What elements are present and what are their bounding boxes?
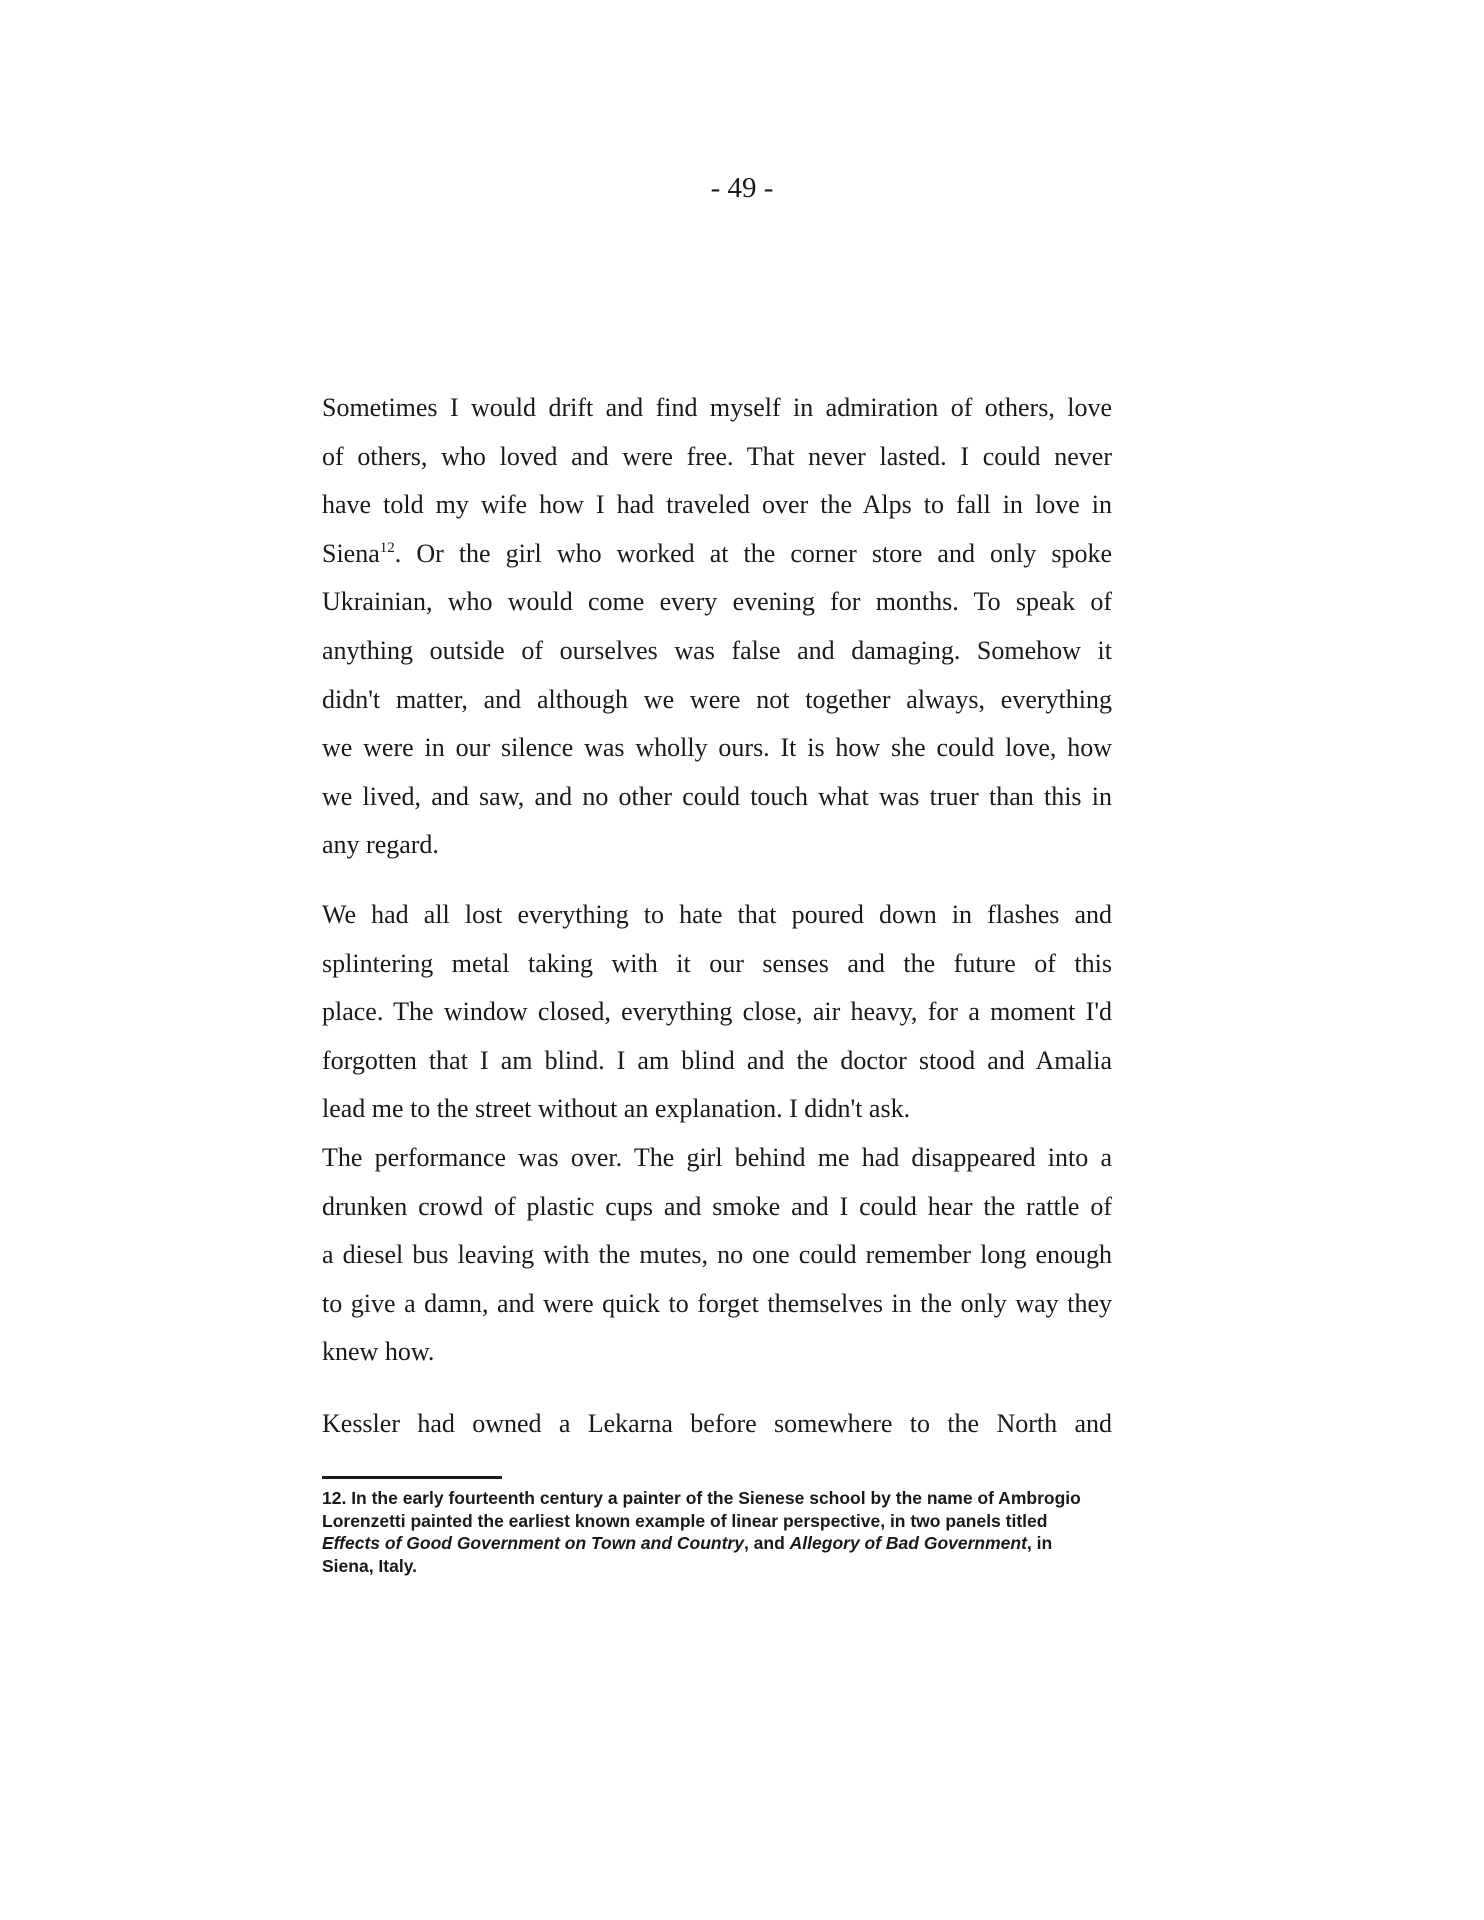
paragraph-1	[322, 384, 1112, 870]
footnote-line: Lorenzetti painted the earliest known example of linear perspective, in two panels titled	[322, 1510, 1048, 1531]
text-segment: Siena	[322, 538, 380, 568]
footnote-text: , in	[1026, 1533, 1053, 1553]
text-line	[322, 530, 1112, 579]
text-line: didn't matter, and although we were not together always, everything	[322, 684, 1112, 714]
text-segment: . Or the girl who worked at the corner store and only spoke	[394, 538, 1112, 568]
text-line: place. The window closed, everything close, air heavy, for a moment I'd	[322, 997, 1112, 1027]
paragraph-3	[322, 1400, 1112, 1449]
text-line: We had all lost everything to hate that poured down in flashes and	[322, 900, 1112, 929]
text-line: Kessler had owned a Lekarna before somewhere to the North and	[322, 1409, 1112, 1438]
text-line: drunken crowd of plastic cups and smoke and I could hear the rattle of	[322, 1191, 1112, 1221]
text-line: knew how.	[322, 1337, 435, 1367]
artwork-title: Allegory of Bad Government	[789, 1533, 1027, 1553]
footnote	[322, 1487, 1112, 1577]
text-line: we were in our silence was wholly ours. It is how she could love, how	[322, 733, 1112, 763]
text-line: forgotten that I am blind. I am blind and the doctor stood and Amalia	[322, 1045, 1112, 1075]
footnote-line	[322, 1532, 1112, 1555]
text-line: any regard.	[322, 830, 439, 860]
text-line: have told my wife how I had traveled over the Alps to fall in love in	[322, 490, 1112, 520]
text-line: a diesel bus leaving with the mutes, no one could remember long enough	[322, 1240, 1112, 1270]
text-line: The performance was over. The girl behind me had disappeared into a	[322, 1142, 1112, 1172]
text-line: Ukrainian, who would come every evening for months. To speak of	[322, 587, 1112, 617]
footnote-reference: 12	[379, 539, 395, 556]
footnote-line: 12. In the early fourteenth century a painter of the Sienese school by the name of Ambrogio	[322, 1488, 1081, 1508]
page-number: - 49 -	[710, 172, 774, 204]
footnote-text: , and	[743, 1533, 790, 1553]
text-line: Sometimes I would drift and find myself in admiration of others, love	[322, 393, 1112, 422]
text-line: we lived, and saw, and no other could touch what was truer than this in	[322, 781, 1112, 811]
text-line: to give a damn, and were quick to forget themselves in the only way they	[322, 1288, 1112, 1318]
artwork-title: Effects of Good Government on Town and Country	[322, 1533, 744, 1553]
paragraph-2	[322, 891, 1112, 1377]
text-line: of others, who loved and were free. That never lasted. I could never	[322, 441, 1112, 471]
footnote-line: Siena, Italy.	[322, 1555, 417, 1576]
footnote-divider	[322, 1476, 502, 1479]
text-line: lead me to the street without an explanation. I didn't ask.	[322, 1094, 911, 1124]
text-line: splintering metal taking with it our senses and the future of this	[322, 948, 1112, 978]
text-line: anything outside of ourselves was false and damaging. Somehow it	[322, 635, 1112, 665]
